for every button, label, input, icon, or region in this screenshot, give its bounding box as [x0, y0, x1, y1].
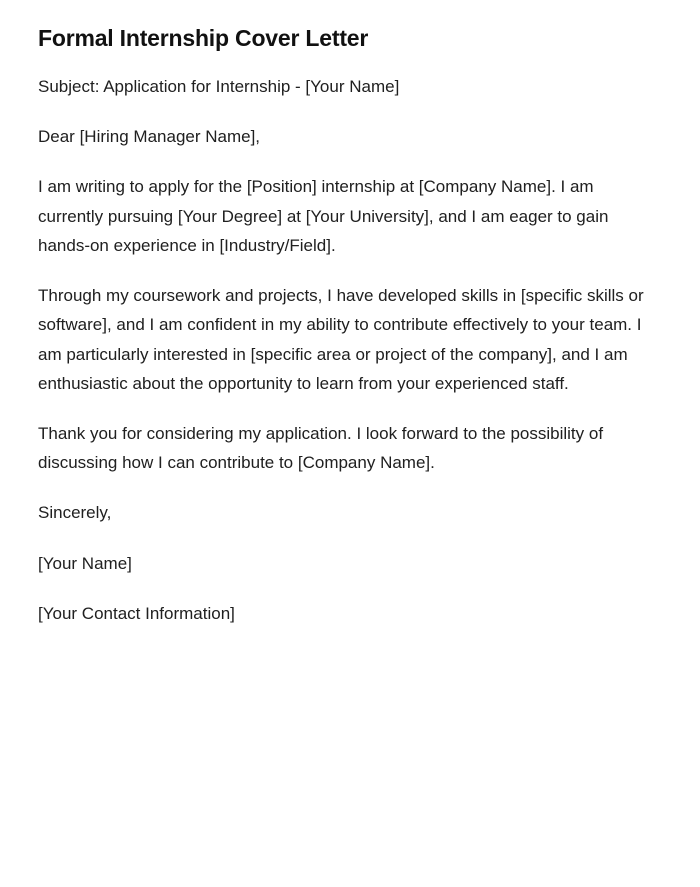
- paragraph-signoff: Sincerely,: [38, 503, 112, 523]
- paragraph-contact: [Your Contact Information]: [38, 603, 235, 623]
- paragraph-closing: Thank you for considering my application. I look forward to the possibility of discussing how I can contribute to [Company Name].: [38, 424, 604, 473]
- paragraph-salutation: Dear [Hiring Manager Name],: [38, 127, 261, 147]
- paragraph-subject: Subject: Application for Internship - [Your Name]: [38, 76, 400, 96]
- paragraph-intro: I am writing to apply for the [Position] internship at [Company Name]. I am currently pursuing [Your Degree] at [Your University], and I am eager to gain hands-on experience in [Industry/Field].: [38, 177, 609, 255]
- paragraph-skills: Through my coursework and projects, I have developed skills in [specific skills or software], and I am confident in my ability to contribute effectively to your team. I am particularly interested in [specific area or project of the company], and I am enthusiastic about the opportunity to learn from your experienced staff.: [38, 286, 644, 393]
- paragraph-name: [Your Name]: [38, 553, 132, 573]
- page-title: Formal Internship Cover Letter: [38, 25, 369, 51]
